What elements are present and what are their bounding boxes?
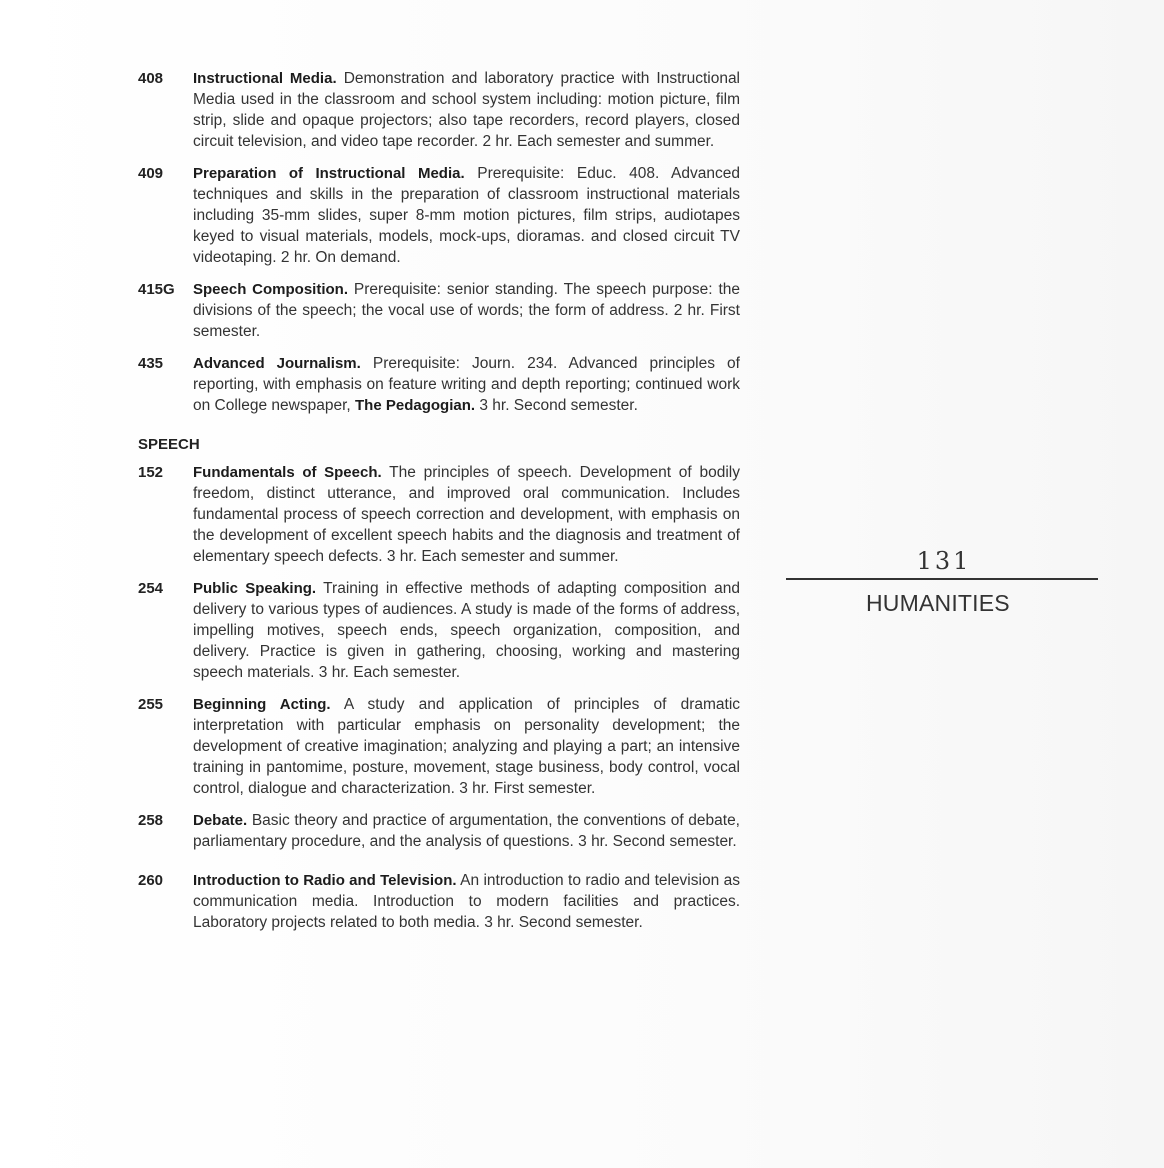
course-text-continued: 3 hr. Second semester. bbox=[475, 397, 638, 414]
course-text: The principles of speech. Development of bodily freedom, distinct utterance, and improved oral communication. Includes fundamental process of speech correction and development, with emphasis on the development of excellent speech habits and the diagnosis and treatment of elementary speech defects. 3 hr. Each semester and summer. bbox=[193, 464, 741, 565]
course-title: Beginning Acting. bbox=[193, 696, 331, 713]
course-description bbox=[193, 870, 740, 933]
course-text: Demonstration and laboratory practice with Instructional Media used in the classroom and school system including: motion picture, film strip, slide and opaque projectors; also tape recorders, record players, closed circuit television, and video tape recorder. 2 hr. Each semester and summer. bbox=[193, 70, 741, 150]
course-title: Advanced Journalism. bbox=[193, 355, 361, 372]
course-entry bbox=[138, 578, 740, 683]
course-number: 152 bbox=[138, 464, 164, 481]
page-number: 131 bbox=[916, 547, 972, 575]
course-number: 415G bbox=[138, 281, 175, 298]
course-title: Preparation of Instructional Media. bbox=[193, 165, 465, 182]
course-entry bbox=[138, 870, 740, 933]
page-marker bbox=[788, 545, 1100, 617]
course-text: Training in effective methods of adapting composition and delivery to various types of audiences. A study is made of the forms of address, impelling motives, speech ends, speech organization, composition, and delivery. Practice is given in gathering, choosing, working and mastering speech materials. 3 hr. Each semester. bbox=[193, 580, 740, 681]
course-title: Public Speaking. bbox=[193, 580, 317, 597]
course-description bbox=[193, 462, 740, 567]
course-text: Prerequisite: senior standing. The speech purpose: the divisions of the speech; the vocal use of words; the form of address. 2 hr. First semester. bbox=[193, 281, 740, 340]
course-text: A study and application of principles of dramatic interpretation with particular emphasis on personality development; the development of creative imagination; analyzing and playing a part; an intensive training in pantomime, posture, movement, stage business, body control, vocal control, dialogue and characterization. 3 hr. First semester. bbox=[193, 696, 741, 797]
course-title: Fundamentals of Speech. bbox=[193, 464, 382, 481]
section-title: HUMANITIES bbox=[866, 590, 1010, 616]
course-title: Speech Composition. bbox=[193, 281, 348, 298]
course-description bbox=[193, 279, 740, 342]
course-number: 254 bbox=[138, 580, 164, 597]
course-description bbox=[193, 578, 740, 683]
course-entry bbox=[138, 462, 740, 567]
course-entry bbox=[138, 353, 740, 416]
course-text: Prerequisite: Journ. 234. Advanced principles of reporting, with emphasis on feature writing and depth reporting; continued work on College newspaper, bbox=[193, 355, 740, 414]
course-entry bbox=[138, 68, 740, 152]
course-description bbox=[193, 810, 740, 852]
course-entry bbox=[138, 163, 740, 268]
course-number: 258 bbox=[138, 812, 164, 829]
divider-rule bbox=[786, 578, 1098, 580]
course-number: 408 bbox=[138, 70, 164, 87]
course-number: 255 bbox=[138, 696, 164, 713]
course-description bbox=[193, 163, 740, 268]
course-text: Basic theory and practice of argumentation, the conventions of debate, parliamentary procedure, and the analysis of questions. 3 hr. Second semester. bbox=[193, 812, 740, 850]
course-text: Prerequisite: Educ. 408. Advanced techniques and skills in the preparation of classroom instructional materials including 35-mm slides, super 8-mm motion pictures, film strips, audiotapes keyed to visual materials, models, mock-ups, dioramas. and closed circuit TV videotaping. 2 hr. On demand. bbox=[193, 165, 740, 266]
course-description bbox=[193, 68, 740, 152]
course-number: 260 bbox=[138, 872, 164, 889]
course-title: Introduction to Radio and Television. bbox=[193, 872, 457, 889]
course-list bbox=[138, 68, 740, 944]
course-entry bbox=[138, 810, 740, 852]
newspaper-name: The Pedagogian. bbox=[355, 397, 476, 414]
course-number: 435 bbox=[138, 355, 164, 372]
course-text: An introduction to radio and television as communication media. Introduction to modern facilities and practices. Laboratory projects related to both media. 3 hr. Second semester. bbox=[193, 872, 740, 931]
course-title: Debate. bbox=[193, 812, 248, 829]
course-number: 409 bbox=[138, 165, 164, 182]
course-description bbox=[193, 353, 740, 416]
course-title: Instructional Media. bbox=[193, 70, 337, 87]
section-heading: SPEECH bbox=[138, 436, 200, 453]
course-entry bbox=[138, 279, 740, 342]
course-entry bbox=[138, 694, 740, 799]
course-description bbox=[193, 694, 740, 799]
